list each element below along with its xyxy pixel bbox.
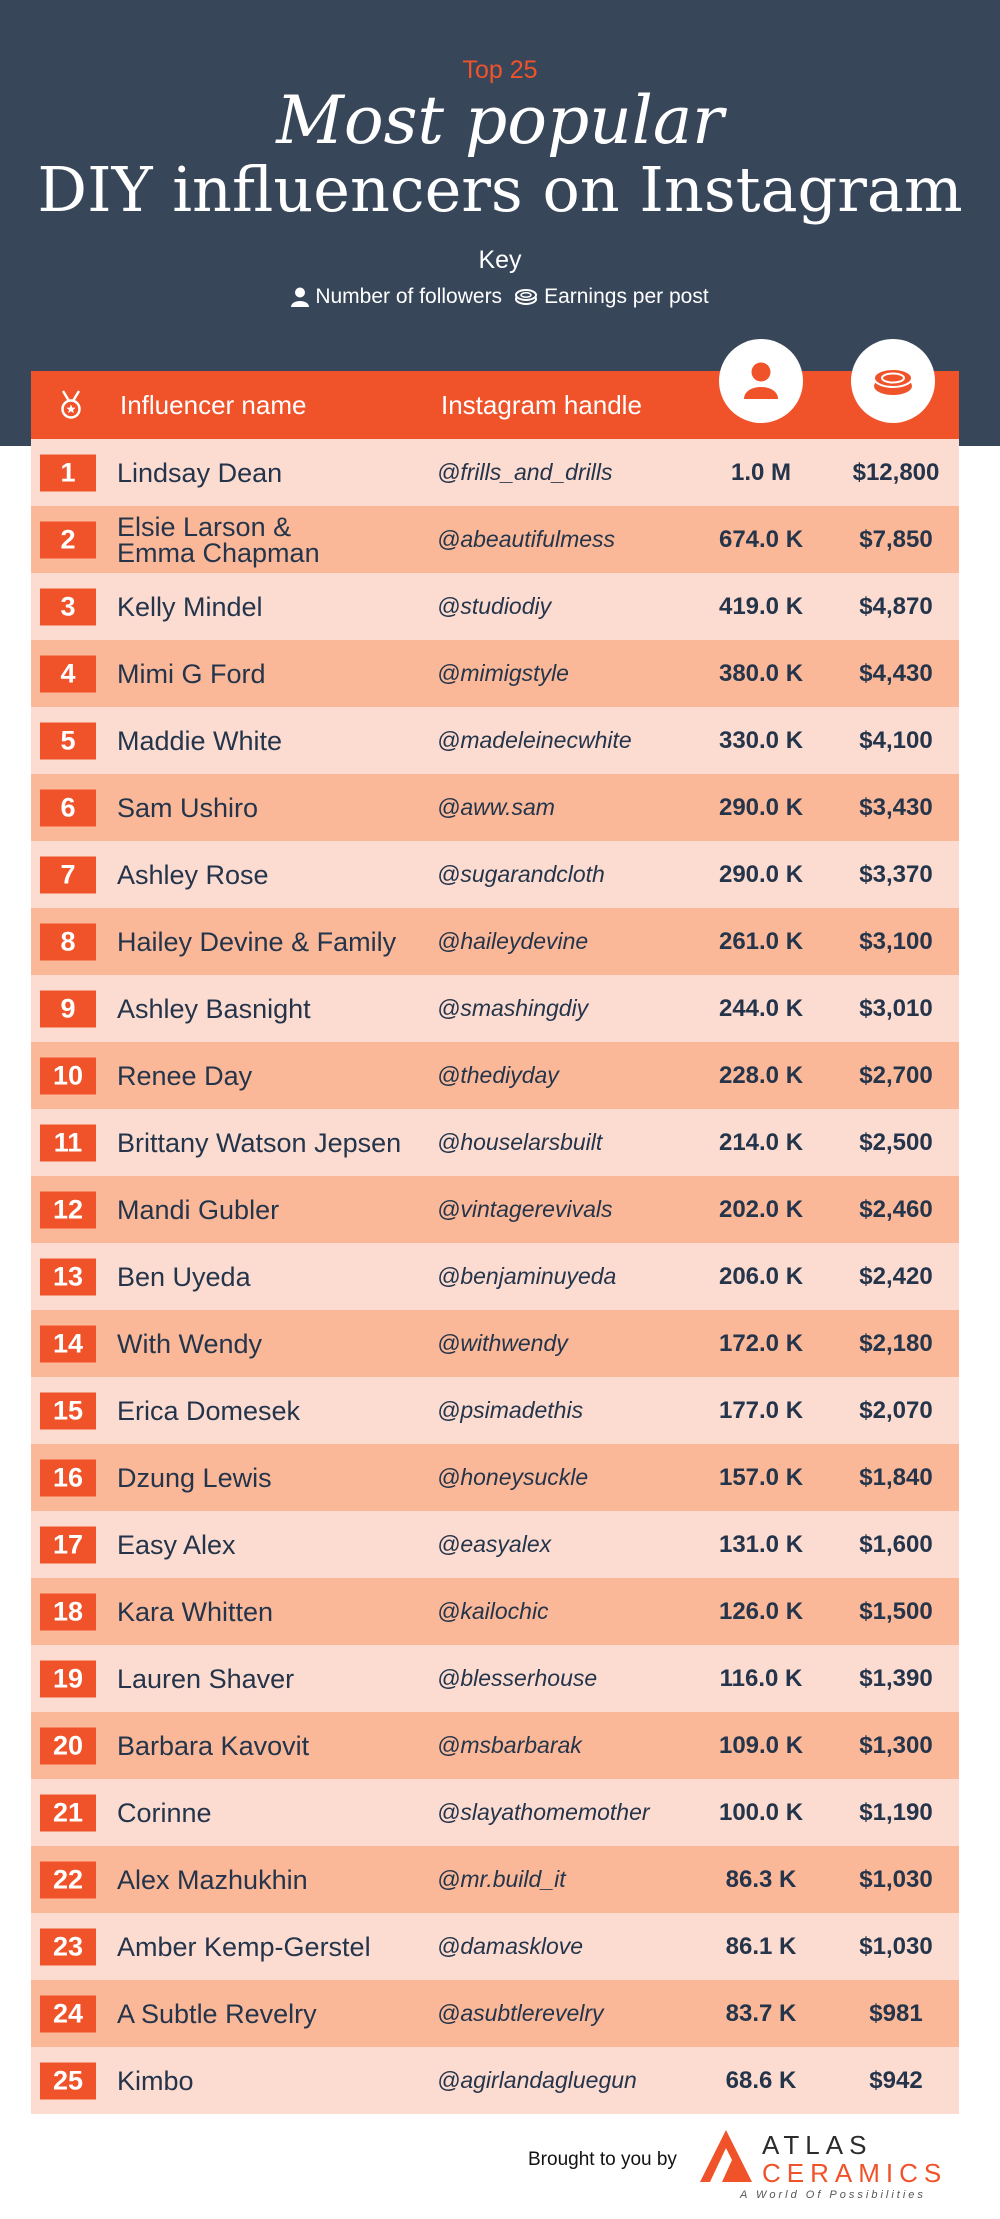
influencer-name: Kelly Mindel bbox=[117, 591, 263, 622]
influencer-name: Mimi G Ford bbox=[117, 658, 266, 689]
rank-badge: 17 bbox=[40, 1526, 96, 1563]
rank-badge: 12 bbox=[40, 1191, 96, 1228]
instagram-handle: @asubtlerevelry bbox=[437, 2000, 604, 2026]
page-title-line1: Most popular bbox=[276, 82, 724, 159]
table-row bbox=[31, 1109, 959, 1176]
table-row bbox=[31, 1444, 959, 1511]
table-row bbox=[31, 2047, 959, 2114]
instagram-handle: @abeautifulmess bbox=[437, 526, 616, 552]
influencer-name: Amber Kemp-Gerstel bbox=[117, 1931, 371, 1962]
follower-count: 419.0 K bbox=[718, 592, 804, 620]
rank-badge: 20 bbox=[40, 1727, 96, 1764]
instagram-handle: @easyalex bbox=[437, 1531, 552, 1557]
footer-credit: Brought to you by bbox=[528, 2149, 677, 2170]
follower-count: 228.0 K bbox=[718, 1061, 804, 1089]
earnings-per-post: $4,430 bbox=[859, 659, 933, 687]
table-row bbox=[31, 1779, 959, 1846]
earnings-per-post: $1,840 bbox=[859, 1463, 933, 1491]
influencer-name: Mandi Gubler bbox=[117, 1194, 280, 1225]
logo-word-atlas: ATLAS bbox=[762, 2130, 873, 2160]
table-row bbox=[31, 573, 959, 640]
table-header bbox=[31, 371, 959, 439]
follower-count: 290.0 K bbox=[718, 860, 804, 888]
influencer-name: Renee Day bbox=[117, 1060, 253, 1091]
key-legend bbox=[0, 285, 1000, 309]
table-row bbox=[31, 1042, 959, 1109]
follower-count: 674.0 K bbox=[718, 525, 804, 553]
instagram-handle: @vintagerevivals bbox=[437, 1196, 613, 1222]
influencer-table bbox=[31, 371, 959, 2114]
earnings-per-post: $3,010 bbox=[859, 994, 933, 1022]
influencer-name: Hailey Devine & Family bbox=[117, 926, 397, 957]
rank-badge: 23 bbox=[40, 1928, 96, 1965]
rank-badge: 10 bbox=[40, 1057, 96, 1094]
influencer-name: A Subtle Revelry bbox=[117, 1998, 317, 2029]
rank-badge: 1 bbox=[40, 454, 96, 491]
influencer-name: Ashley Rose bbox=[117, 859, 269, 890]
table-row bbox=[31, 1377, 959, 1444]
influencer-name: Sam Ushiro bbox=[117, 792, 259, 823]
earnings-per-post: $3,430 bbox=[859, 793, 933, 821]
influencer-name: Barbara Kavovit bbox=[117, 1730, 310, 1761]
table-row bbox=[31, 1176, 959, 1243]
instagram-handle: @blesserhouse bbox=[437, 1665, 598, 1691]
rank-badge: 2 bbox=[40, 521, 96, 558]
follower-count: 177.0 K bbox=[718, 1396, 804, 1424]
follower-count: 290.0 K bbox=[718, 793, 804, 821]
earnings-per-post: $4,100 bbox=[859, 726, 933, 754]
follower-count: 244.0 K bbox=[718, 994, 804, 1022]
table-row bbox=[31, 908, 959, 975]
table-row bbox=[31, 975, 959, 1042]
follower-count: 172.0 K bbox=[718, 1329, 804, 1357]
rank-badge: 13 bbox=[40, 1258, 96, 1295]
rank-badge: 14 bbox=[40, 1325, 96, 1362]
follower-count: 109.0 K bbox=[718, 1731, 804, 1759]
earnings-per-post: $2,460 bbox=[859, 1195, 933, 1223]
influencer-name: Alex Mazhukhin bbox=[117, 1864, 308, 1895]
influencer-name: Corinne bbox=[117, 1797, 212, 1828]
table-row bbox=[31, 1578, 959, 1645]
earnings-per-post: $3,370 bbox=[859, 860, 933, 888]
earnings-per-post: $2,500 bbox=[859, 1128, 933, 1156]
earnings-per-post: $981 bbox=[869, 1999, 923, 2027]
instagram-handle: @haileydevine bbox=[437, 928, 589, 954]
column-header-handle: Instagram handle bbox=[441, 390, 642, 420]
instagram-handle: @studiodiy bbox=[437, 593, 552, 619]
influencer-name: Lindsay Dean bbox=[117, 457, 283, 488]
earnings-per-post: $942 bbox=[869, 2066, 923, 2094]
rank-badge: 21 bbox=[40, 1794, 96, 1831]
follower-count: 330.0 K bbox=[718, 726, 804, 754]
earnings-per-post: $1,300 bbox=[859, 1731, 933, 1759]
influencer-name: Maddie White bbox=[117, 725, 283, 756]
rank-badge: 7 bbox=[40, 856, 96, 893]
column-header-followers bbox=[719, 339, 803, 423]
key-earnings bbox=[514, 285, 709, 309]
earnings-per-post: $2,180 bbox=[859, 1329, 933, 1357]
instagram-handle: @honeysuckle bbox=[437, 1464, 589, 1490]
rank-badge: 9 bbox=[40, 990, 96, 1027]
influencer-name: Ashley Basnight bbox=[117, 993, 311, 1024]
rank-badge: 5 bbox=[40, 722, 96, 759]
person-icon bbox=[743, 362, 779, 400]
rank-badge: 11 bbox=[40, 1124, 96, 1161]
rank-badge: 19 bbox=[40, 1660, 96, 1697]
follower-count: 1.0 M bbox=[730, 458, 792, 486]
follower-count: 86.3 K bbox=[725, 1865, 797, 1893]
instagram-handle: @withwendy bbox=[437, 1330, 568, 1356]
follower-count: 68.6 K bbox=[725, 2066, 797, 2094]
earnings-per-post: $3,100 bbox=[859, 927, 933, 955]
earnings-per-post: $2,700 bbox=[859, 1061, 933, 1089]
instagram-handle: @mimigstyle bbox=[437, 660, 569, 686]
table-row bbox=[31, 841, 959, 908]
instagram-handle: @kailochic bbox=[437, 1598, 549, 1624]
follower-count: 206.0 K bbox=[718, 1262, 804, 1290]
table-row bbox=[31, 1243, 959, 1310]
earnings-per-post: $1,030 bbox=[859, 1932, 933, 1960]
influencer-name: Easy Alex bbox=[117, 1529, 236, 1560]
table-row bbox=[31, 1712, 959, 1779]
key-title: Key bbox=[478, 246, 522, 274]
follower-count: 100.0 K bbox=[718, 1798, 804, 1826]
instagram-handle: @benjaminuyeda bbox=[437, 1263, 617, 1289]
rank-badge: 16 bbox=[40, 1459, 96, 1496]
influencer-name: Dzung Lewis bbox=[117, 1462, 272, 1493]
table-row bbox=[31, 774, 959, 841]
instagram-handle: @thediyday bbox=[437, 1062, 559, 1088]
follower-count: 116.0 K bbox=[719, 1664, 803, 1692]
earnings-per-post: $2,070 bbox=[859, 1396, 933, 1424]
follower-count: 86.1 K bbox=[725, 1932, 797, 1960]
instagram-handle: @damasklove bbox=[437, 1933, 584, 1959]
earnings-per-post: $1,500 bbox=[859, 1597, 933, 1625]
instagram-handle: @agirlandagluegun bbox=[437, 2067, 637, 2093]
table-row bbox=[31, 1310, 959, 1377]
follower-count: 214.0 K bbox=[718, 1128, 804, 1156]
instagram-handle: @psimadethis bbox=[437, 1397, 584, 1423]
instagram-handle: @msbarbarak bbox=[437, 1732, 582, 1758]
influencer-name: Erica Domesek bbox=[117, 1395, 301, 1426]
table-row bbox=[31, 640, 959, 707]
instagram-handle: @sugarandcloth bbox=[437, 861, 605, 887]
rank-badge: 22 bbox=[40, 1861, 96, 1898]
table-row bbox=[31, 1980, 959, 2047]
column-header-earnings bbox=[851, 339, 935, 423]
follower-count: 83.7 K bbox=[725, 1999, 797, 2027]
key-earnings-label: Earnings per post bbox=[544, 285, 709, 308]
follower-count: 157.0 K bbox=[718, 1463, 804, 1491]
instagram-handle: @aww.sam bbox=[437, 794, 555, 820]
earnings-per-post: $1,390 bbox=[859, 1664, 933, 1692]
instagram-handle: @frills_and_drills bbox=[437, 459, 613, 485]
key-followers bbox=[291, 285, 502, 309]
key-followers-label: Number of followers bbox=[315, 285, 503, 308]
influencer-name: Kimbo bbox=[117, 2065, 194, 2096]
influencer-name: Elsie Larson & Emma Chapman bbox=[117, 511, 320, 568]
influencer-name: Ben Uyeda bbox=[117, 1261, 251, 1292]
influencer-name: Brittany Watson Jepsen bbox=[117, 1127, 402, 1158]
logo-mark-icon bbox=[700, 2130, 752, 2182]
influencer-name: Kara Whitten bbox=[117, 1596, 274, 1627]
follower-count: 380.0 K bbox=[718, 659, 804, 687]
rank-badge: 15 bbox=[40, 1392, 96, 1429]
earnings-per-post: $7,850 bbox=[859, 525, 933, 553]
follower-count: 126.0 K bbox=[718, 1597, 804, 1625]
table-row bbox=[31, 439, 959, 506]
instagram-handle: @mr.build_it bbox=[437, 1866, 566, 1892]
influencer-name: Lauren Shaver bbox=[117, 1663, 295, 1694]
table-body bbox=[31, 439, 959, 2114]
instagram-handle: @slayathomemother bbox=[437, 1799, 650, 1825]
follower-count: 202.0 K bbox=[718, 1195, 804, 1223]
logo-word-ceramics: CERAMICS bbox=[762, 2158, 948, 2188]
rank-badge: 24 bbox=[40, 1995, 96, 2032]
earnings-per-post: $1,190 bbox=[859, 1798, 933, 1826]
earnings-per-post: $12,800 bbox=[852, 458, 940, 486]
page-kicker: Top 25 bbox=[462, 56, 538, 84]
coins-icon bbox=[871, 364, 915, 398]
rank-badge: 6 bbox=[40, 789, 96, 826]
table-row bbox=[31, 506, 959, 573]
medal-icon bbox=[51, 371, 91, 439]
instagram-handle: @smashingdiy bbox=[437, 995, 589, 1021]
earnings-per-post: $2,420 bbox=[859, 1262, 933, 1290]
table-row bbox=[31, 707, 959, 774]
atlas-ceramics-logo bbox=[700, 2128, 970, 2201]
table-row bbox=[31, 1645, 959, 1712]
rank-badge: 25 bbox=[40, 2062, 96, 2099]
rank-badge: 3 bbox=[40, 588, 96, 625]
table-row bbox=[31, 1511, 959, 1578]
follower-count: 261.0 K bbox=[718, 927, 804, 955]
earnings-per-post: $1,030 bbox=[859, 1865, 933, 1893]
rank-badge: 8 bbox=[40, 923, 96, 960]
rank-badge: 4 bbox=[40, 655, 96, 692]
person-icon bbox=[291, 287, 309, 307]
page-title-line2: DIY influencers on Instagram bbox=[37, 153, 963, 226]
earnings-per-post: $4,870 bbox=[859, 592, 933, 620]
logo-tagline: A World Of Possibilities bbox=[740, 2189, 926, 2201]
follower-count: 131.0 K bbox=[718, 1530, 804, 1558]
column-header-name: Influencer name bbox=[120, 390, 307, 420]
coins-icon bbox=[514, 288, 538, 306]
earnings-per-post: $1,600 bbox=[859, 1530, 933, 1558]
influencer-name: With Wendy bbox=[117, 1328, 263, 1359]
instagram-handle: @houselarsbuilt bbox=[437, 1129, 603, 1155]
table-row bbox=[31, 1846, 959, 1913]
instagram-handle: @madeleinecwhite bbox=[437, 727, 632, 753]
rank-badge: 18 bbox=[40, 1593, 96, 1630]
table-row bbox=[31, 1913, 959, 1980]
